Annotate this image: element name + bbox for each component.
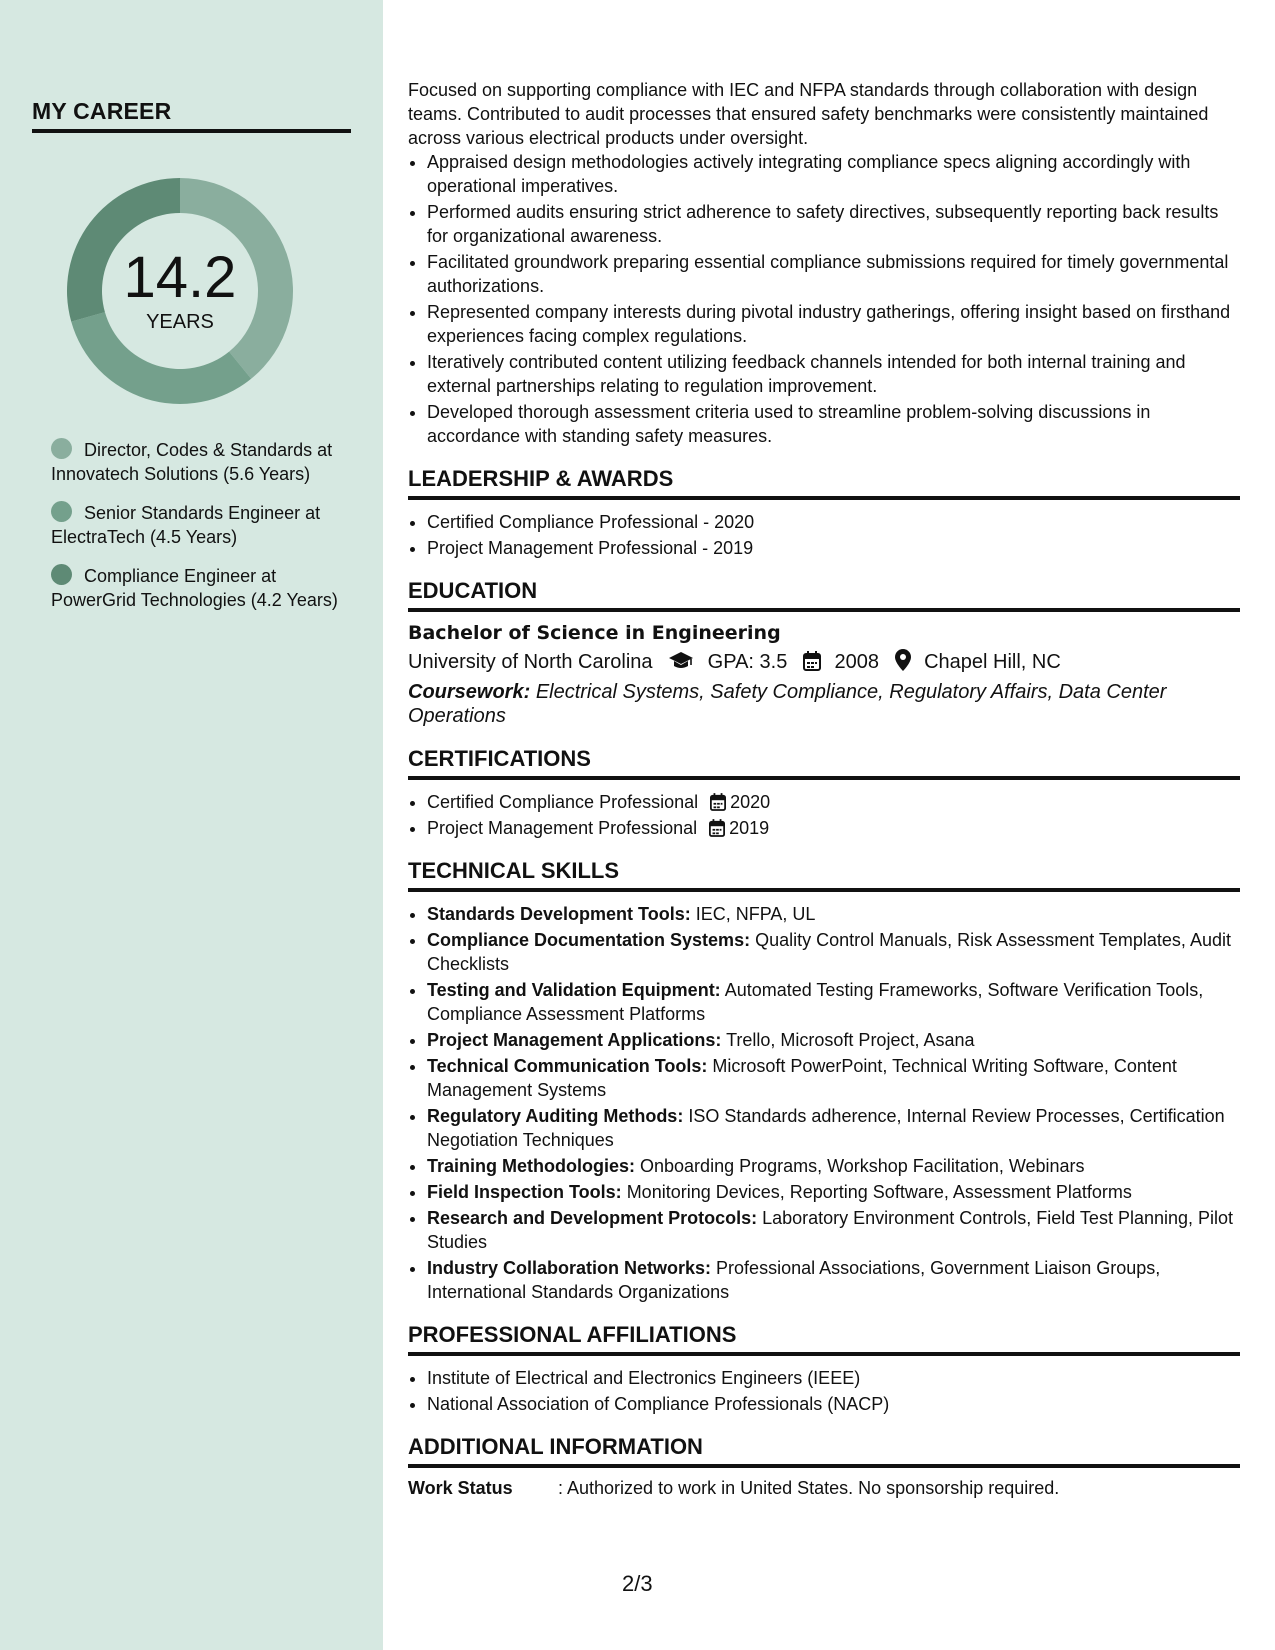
main-content [408,78,1240,1499]
skill-label: Industry Collaboration Networks: [427,1258,712,1278]
skill-value: IEC, NFPA, UL [695,904,816,924]
map-pin-icon [895,649,911,671]
affiliations-heading: PROFESSIONAL AFFILIATIONS [408,1322,1240,1356]
list-item [427,1256,1240,1304]
skill-value: Onboarding Programs, Workshop Facilitation, Webinars [640,1156,1085,1176]
education-details [408,648,1240,676]
legend-label: Compliance Engineer at PowerGrid Technologies (4.2 Years) [51,566,338,610]
calendar-icon [710,793,726,811]
list-item: • Certified Compliance Professional - 2020 [427,510,1240,534]
list-item: • Iteratively contributed content utilizing feedback channels intended for both internal training and external partnerships relating to regulation improvement. [427,350,1240,398]
coursework [408,680,1240,728]
total-years-unit: YEARS [146,311,214,333]
calendar-icon [803,651,821,671]
additional-heading: ADDITIONAL INFORMATION [408,1434,1240,1468]
list-item [427,978,1240,1026]
list-item [427,816,1240,840]
certifications-heading: CERTIFICATIONS [408,746,1240,780]
certification-name: Project Management Professional [427,818,698,838]
skill-value: Monitoring Devices, Reporting Software, Assessment Platforms [626,1182,1132,1202]
list-item [427,1180,1240,1204]
legend-dot [51,438,72,459]
skill-value: Laboratory Environment Controls, Field Test Planning, Pilot Studies [427,1208,1234,1252]
skill-label: Testing and Validation Equipment: [427,980,721,1000]
list-item: • Performed audits ensuring strict adherence to safety directives, subsequently reporting back results for organizational awareness. [427,200,1240,248]
skill-label: Standards Development Tools: [427,904,691,924]
skill-label: Training Methodologies: [427,1156,635,1176]
graduation-cap-icon [668,651,694,671]
list-item [427,902,1240,926]
skill-label: Technical Communication Tools: [427,1056,708,1076]
list-item [427,1206,1240,1254]
legend-dot [51,501,72,522]
skills-list [408,902,1240,1304]
list-item: • Institute of Electrical and Electronics Engineers (IEEE) [427,1366,1240,1390]
education-heading: EDUCATION [408,578,1240,612]
degree-title: Bachelor of Science in Engineering [408,622,781,644]
skill-label: Regulatory Auditing Methods: [427,1106,684,1126]
list-item [427,1054,1240,1102]
skill-value: Automated Testing Frameworks, Software Verification Tools, Compliance Assessment Platforms [427,980,1204,1024]
affiliations-list [408,1366,1240,1416]
total-years-value: 14.2 [123,245,237,310]
skill-label: Field Inspection Tools: [427,1182,622,1202]
certification-year: 2019 [729,818,770,838]
certifications-list [408,790,1240,840]
skill-label: Research and Development Protocols: [427,1208,758,1228]
list-item [427,1154,1240,1178]
list-item: • Represented company interests during pivotal industry gatherings, offering insight based on firsthand experiences facing complex regulations. [427,300,1240,348]
legend-dot [51,564,72,585]
school-name: University of North Carolina [408,651,653,673]
sidebar [0,0,383,1650]
list-item: • Appraised design methodologies actively integrating compliance specs aligning accordingly with operational imperatives. [427,150,1240,198]
work-status-label: Work Status [408,1478,513,1498]
leadership-list [408,510,1240,560]
graduation-year: 2008 [834,651,879,673]
legend-label: Senior Standards Engineer at ElectraTech (4.5 Years) [51,503,321,547]
career-heading: MY CAREER [32,98,351,133]
work-status-value: : Authorized to work in United States. No sponsorship required. [558,1478,1060,1498]
list-item: • National Association of Compliance Professionals (NACP) [427,1392,1240,1416]
certification-name: Certified Compliance Professional [427,792,699,812]
skill-value: ISO Standards adherence, Internal Review Processes, Certification Negotiation Techniques [427,1106,1225,1150]
experience-bullets [408,150,1240,448]
list-item [427,790,1240,814]
list-item [427,928,1240,976]
list-item: • Project Management Professional - 2019 [427,536,1240,560]
list-item [427,1104,1240,1152]
page-number: 2/3 [622,1571,653,1596]
calendar-icon [709,819,725,837]
certification-year: 2020 [730,792,771,812]
legend-item [51,564,341,612]
list-item: • Facilitated groundwork preparing essential compliance submissions required for timely governmental authorizations. [427,250,1240,298]
gpa: GPA: 3.5 [707,651,788,673]
experience-intro: Focused on supporting compliance with IEC and NFPA standards through collaboration with design teams. Contributed to audit processes that ensured safety benchmarks were consistently maintained across various electrical products under oversight. [408,80,1209,148]
list-item: • Developed thorough assessment criteria used to streamline problem-solving discussions in accordance with standing safety measures. [427,400,1240,448]
skill-value: Trello, Microsoft Project, Asana [726,1030,975,1050]
list-item [427,1028,1240,1052]
leadership-heading: LEADERSHIP & AWARDS [408,466,1240,500]
coursework-list: Electrical Systems, Safety Compliance, Regulatory Affairs, Data Center Operations [408,681,1167,727]
legend-item [51,438,341,486]
legend-label: Director, Codes & Standards at Innovatech Solutions (5.6 Years) [51,440,333,484]
school-location: Chapel Hill, NC [924,651,1061,673]
career-legend [51,438,341,627]
skill-value: Professional Associations, Government Liaison Groups, International Standards Organizations [427,1258,1161,1302]
skill-value: Quality Control Manuals, Risk Assessment Templates, Audit Checklists [427,930,1231,974]
skill-value: Microsoft PowerPoint, Technical Writing Software, Content Management Systems [427,1056,1177,1100]
skill-label: Project Management Applications: [427,1030,722,1050]
skill-label: Compliance Documentation Systems: [427,930,751,950]
skills-heading: TECHNICAL SKILLS [408,858,1240,892]
work-status [408,1478,1240,1499]
legend-item [51,501,341,549]
coursework-label: Coursework: [408,681,531,703]
